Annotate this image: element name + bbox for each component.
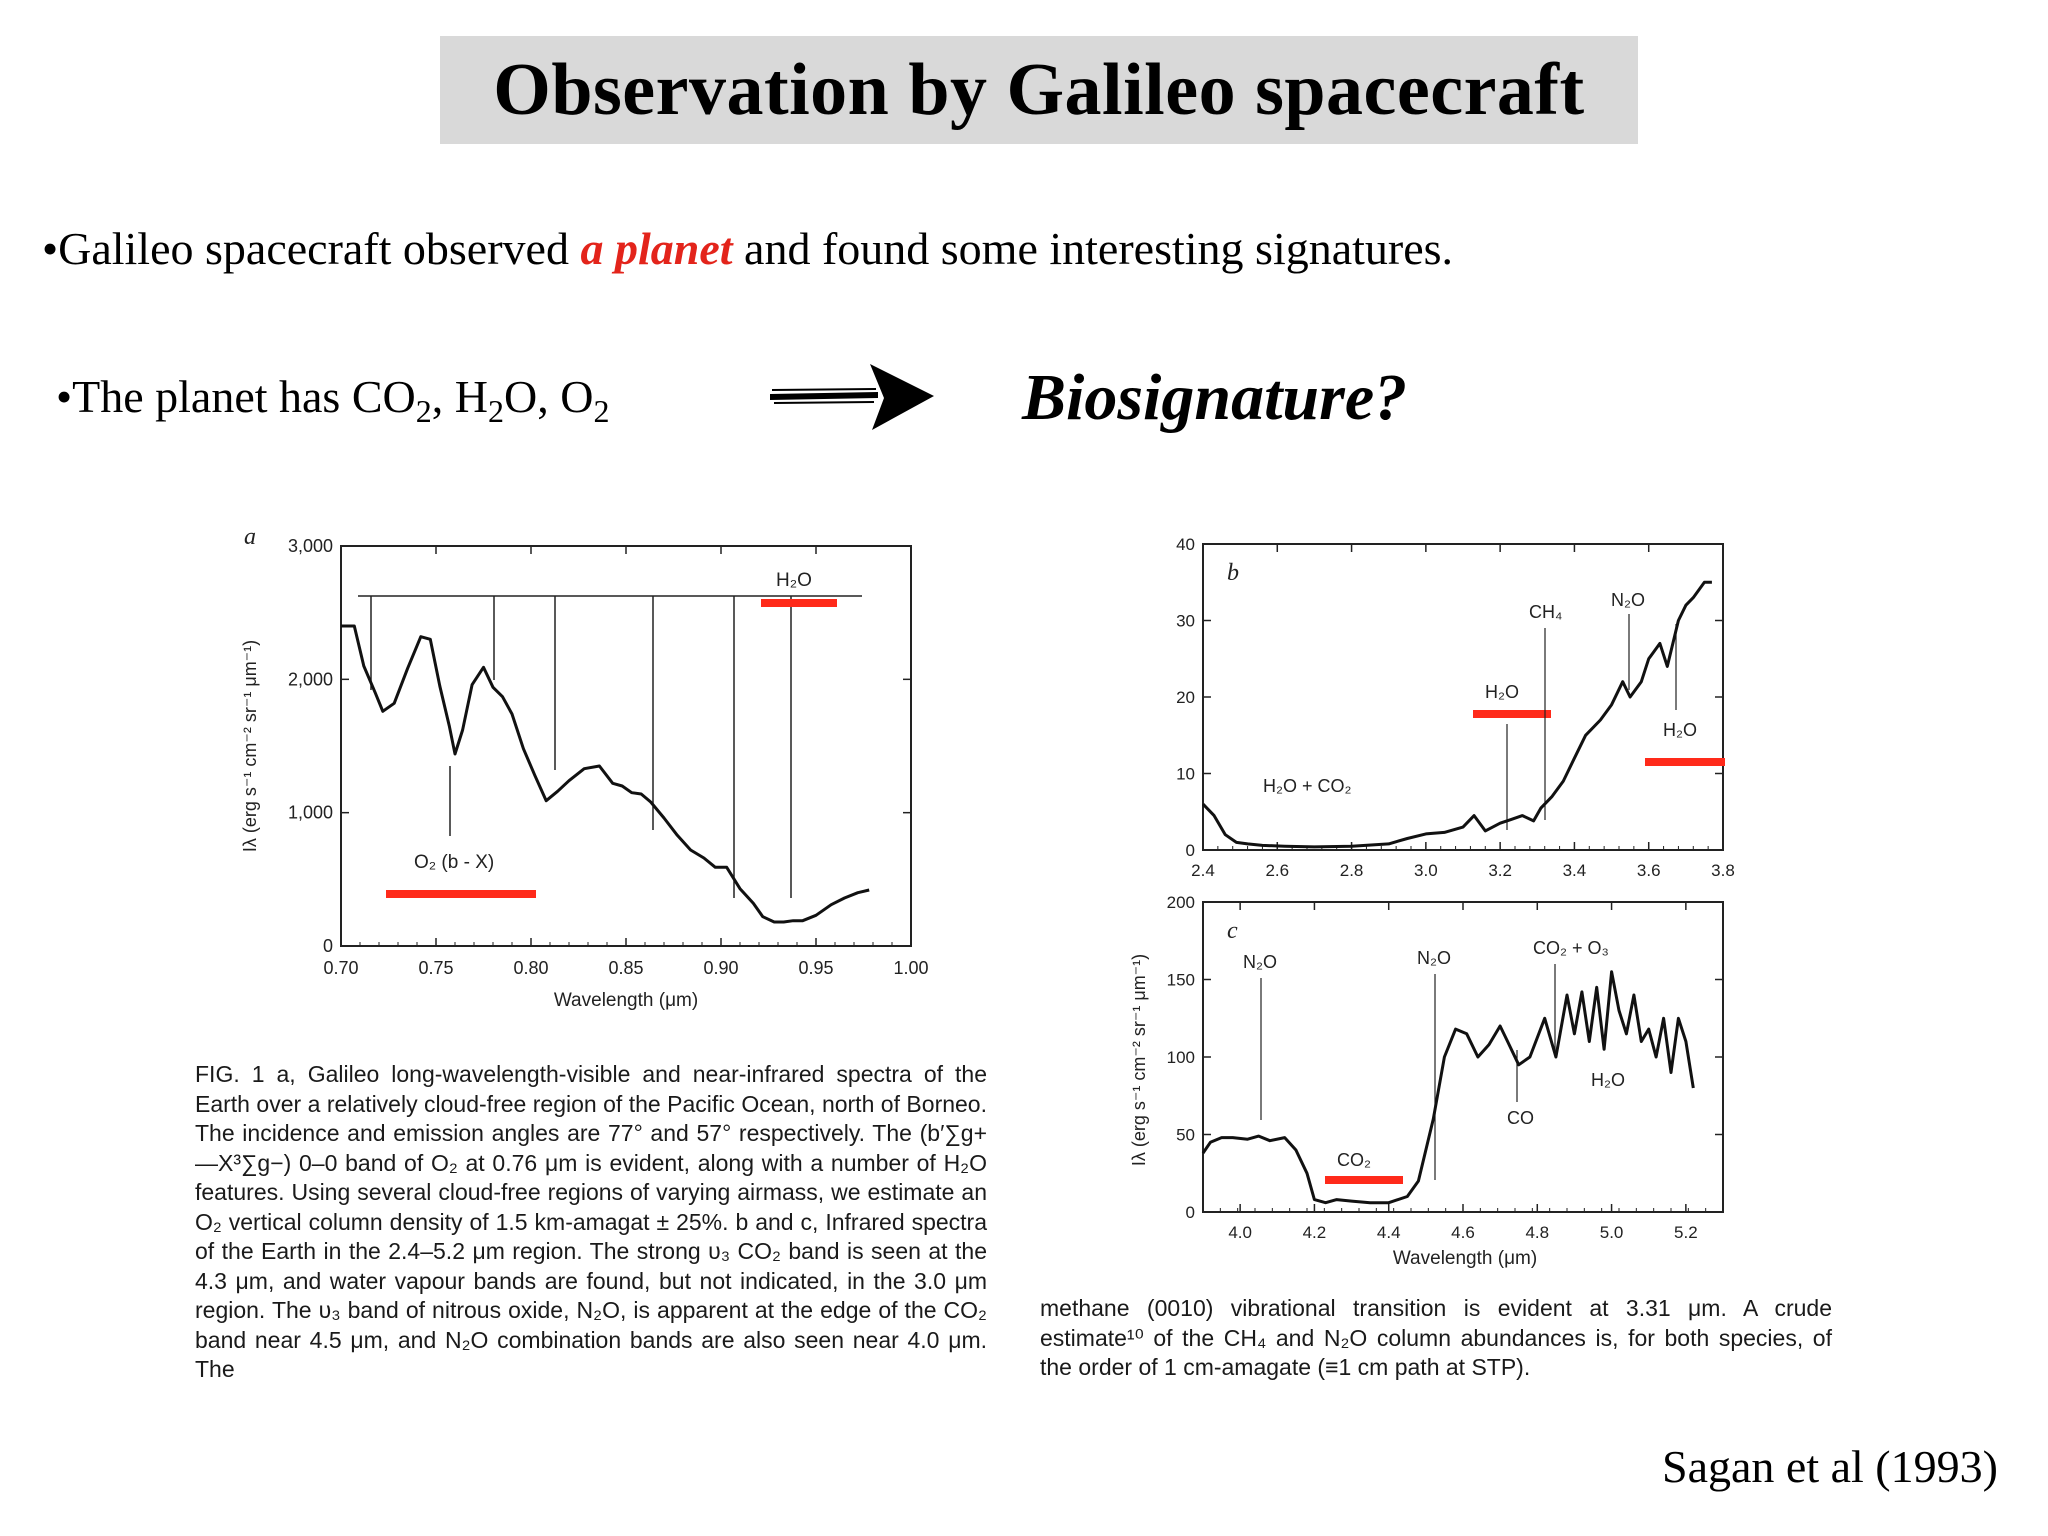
bullet-observation [42,222,1453,275]
figure-caption-right: methane (0010) vibrational transition is evident at 3.31 μm. A crude estimate¹⁰ of the CH₄ and N₂O column abundances is, for both species, of the order of 1 cm-amagate (≡1 cm path at STP). [1040,1295,1832,1380]
chart-a-annotation-h2o: H₂O [776,570,812,591]
series-line [341,626,869,922]
citation: Sagan et al (1993) [1662,1441,1998,1492]
chart-a-x-tick-labels [323,958,928,978]
panel-label-c: c [1227,918,1238,944]
chart-c-annotation-co2: CO₂ [1337,1150,1371,1170]
chart-c-annotation-co: CO [1507,1108,1534,1128]
red-marker [1473,710,1551,718]
biosignature-question: Biosignature? [1022,361,1408,434]
x-tick-label: 0.90 [703,958,739,978]
chart-a-y-axis-label: Iλ (erg s⁻¹ cm⁻² sr⁻¹ μm⁻¹) [240,639,260,853]
panel-label-a: a [244,530,256,550]
x-tick-label: 3.0 [1414,861,1438,880]
x-tick-label: 4.6 [1451,1223,1475,1242]
y-tick-label: 200 [1166,893,1195,912]
chart-b-series [1203,582,1712,847]
bullet1-highlight: a planet [580,223,733,274]
spectrum-chart-c [1115,890,1755,1280]
chart-b-annotation-h2o-2: H₂O [1663,720,1697,740]
o2-label: $O_2$ [560,371,610,430]
h2o-label: $H_2O$ [454,371,538,430]
y-tick-label: 0 [1185,1203,1195,1222]
chart-b-frame [1203,544,1723,850]
x-tick-label: 0.85 [608,958,644,978]
y-tick-label: 40 [1176,535,1195,554]
x-tick-label: 0.70 [323,958,359,978]
y-tick-label: 0 [322,936,333,956]
figure-caption-left: FIG. 1 a, Galileo long-wavelength-visible and near-infrared spectra of the Earth over a relatively cloud-free region of the Pacific Ocean, north of Borneo. The incidence and emission angles are 77° and 57° respectively. The (b′∑g+—X³∑g−) 0–0 band of O₂ at 0.76 μm is evident, along with a number of H₂O features. Using several cloud-free regions of varying airmass, we estimate an O₂ vertical column density of 1.5 km-amagat ± 25%. b and c, Infrared spectra of the Earth in the 2.4–5.2 μm region. The strong υ₃ CO₂ band is seen at the 4.3 μm, and water vapour bands are found, but not indicated, in the 3.0 μm region. The υ₃ band of nitrous oxide, N₂O, is apparent at the edge of the CO₂ band near 4.5 μm, and N₂O combination bands are also seen near 4.0 μm. The [195,1061,987,1382]
chart-c-annotation-h2o: H₂O [1591,1070,1625,1090]
x-tick-label: 0.75 [418,958,454,978]
panel-label-b: b [1227,560,1239,586]
x-tick-label: 3.4 [1562,861,1587,880]
chart-c-annotation-co2-o3: CO₂ + O₃ [1533,938,1609,958]
chart-c-x-axis-label: Wavelength (μm) [1392,1248,1538,1269]
x-tick-label: 3.8 [1711,861,1735,880]
chart-c-ticks [1203,902,1723,1212]
y-tick-label: 1,000 [287,802,333,823]
y-tick-label: 150 [1166,970,1195,990]
chart-c-annotation-n2o: N₂O [1243,952,1277,972]
chart-c-x-tick-labels [1228,1223,1697,1242]
red-marker [1325,1176,1403,1184]
bullet1-prefix: •Galileo spacecraft observed [42,223,581,274]
x-tick-label: 4.2 [1302,1223,1327,1242]
chart-c-frame [1203,902,1723,1212]
series-line [1203,582,1712,847]
chart-a-series [341,626,869,922]
red-marker [761,599,837,607]
chart-b-annotation-ch4: CH₄ [1529,602,1563,622]
x-tick-label: 2.4 [1191,861,1215,880]
x-tick-label: 5.2 [1674,1223,1698,1242]
y-tick-label: 100 [1166,1048,1195,1067]
x-tick-label: 0.95 [798,958,834,978]
x-tick-label: 1.00 [893,958,929,978]
x-tick-label: 5.0 [1599,1223,1624,1242]
y-tick-label: 3,000 [287,536,333,556]
y-tick-label: 0 [1185,841,1195,860]
bullet-molecules: •The planet has $CO_2$, $H_2O$, $O_2$ [56,371,610,430]
co2-label: $CO_2$ [351,371,432,430]
chart-c-y-axis-label: Iλ (erg s⁻¹ cm⁻² sr⁻¹ μm⁻¹) [1129,953,1149,1167]
bullet2-prefix: •The planet has [56,371,352,422]
chart-c-annotation-n2o-2: N₂O [1417,948,1451,968]
red-marker [1645,758,1725,766]
chart-b-annotation-h2o: H₂O [1485,682,1519,702]
y-tick-label: 2,000 [287,669,333,690]
x-tick-label: 4.0 [1228,1223,1252,1242]
chart-c-y-tick-labels [1167,893,1195,1222]
y-tick-label: 30 [1176,611,1195,631]
x-tick-label: 2.6 [1265,861,1290,880]
chart-b-y-tick-labels [1176,535,1195,860]
y-tick-label: 20 [1176,688,1195,707]
chart-b-annotation-n2o: N₂O [1611,590,1645,610]
x-tick-label: 0.80 [513,958,549,978]
spectrum-chart-a [226,530,946,1020]
y-tick-label: 10 [1176,764,1195,784]
x-tick-label: 3.6 [1636,861,1661,880]
bullet1-suffix: and found some interesting signatures. [732,223,1454,274]
x-tick-label: 4.8 [1525,1223,1550,1242]
chart-a-x-axis-label: Wavelength (μm) [553,990,699,1011]
slide-title: Observation by Galileo spacecraft [493,49,1585,131]
x-tick-label: 4.4 [1376,1223,1401,1242]
chart-b-annotation-h2o-co2: H₂O + CO₂ [1263,776,1352,796]
x-tick-label: 3.2 [1488,861,1512,880]
chart-b-ticks [1203,544,1723,850]
right-arrow-icon [768,358,938,438]
red-marker [386,890,536,898]
chart-a-annotation-o2: O₂ (b - X) [414,852,495,873]
spectrum-chart-b [1115,530,1755,890]
chart-b-x-tick-labels [1191,861,1735,880]
x-tick-label: 2.8 [1339,861,1364,880]
chart-a-y-tick-labels [288,536,333,956]
y-tick-label: 50 [1176,1125,1195,1145]
